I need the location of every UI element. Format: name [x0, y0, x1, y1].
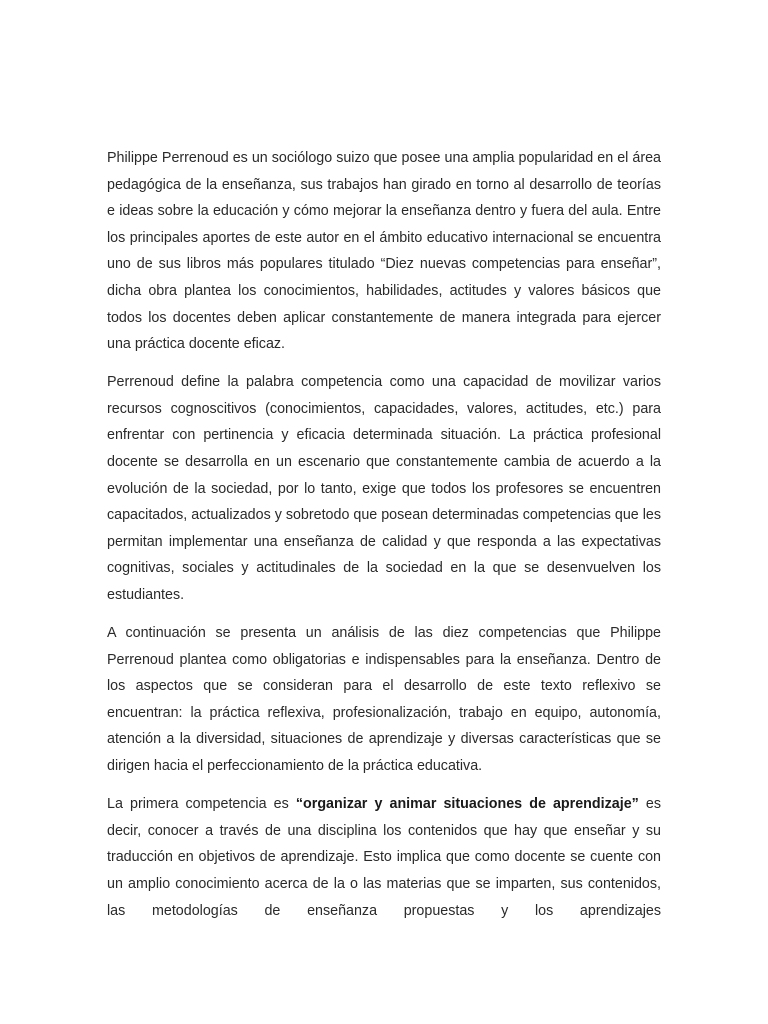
paragraph-3: A continuación se presenta un análisis de las diez competencias que Philippe Perrenoud plantea como obligatorias e indispensables para la enseñanza. Dentro de los aspectos que se consideran para el desarrollo de este texto reflexivo se encuentran: la práctica reflexiva, profesionalización, trabajo en equipo, autonomía, atención a la diversidad, situaciones de aprendizaje y diversas características que se dirigen hacia el perfeccionamiento de la práctica educativa.: [107, 625, 661, 775]
paragraph-4-intro: La primera competencia es: [107, 796, 296, 813]
paragraph-1: Philippe Perrenoud es un sociólogo suizo que posee una amplia popularidad en el área pedagógica de la enseñanza, sus trabajos han girado en torno al desarrollo de teorías e ideas sobre la educación y cómo mejorar la enseñanza dentro y fuera del aula. Entre los principales aportes de este autor en el ámbito educativo internacional se encuentra uno de sus libros más populares titulado “Diez nuevas competencias para enseñar”, dicha obra plantea los conocimientos, habilidades, actitudes y valores básicos que todos los docentes deben aplicar constantemente de manera integrada para ejercer una práctica docente eficaz.: [107, 150, 661, 353]
paragraph-2: Perrenoud define la palabra competencia como una capacidad de movilizar varios recursos cognoscitivos (conocimientos, capacidades, valores, actitudes, etc.) para enfrentar con pertinencia y eficacia determinada situación. La práctica profesional docente se desarrolla en un escenario que constantemente cambia de acuerdo a la evolución de la sociedad, por lo tanto, exige que todos los profesores se encuentren capacitados, actualizados y sobretodo que posean determinadas competencias que les permitan implementar una enseñanza de calidad y que responda a las expectativas cognitivas, sociales y actitudinales de la sociedad en la que se desenvuelven los estudiantes.: [107, 374, 661, 603]
paragraph-4: [107, 791, 661, 924]
document-body: [107, 145, 661, 936]
paragraph-4-body: es decir, conocer a través de una disciplina los contenidos que hay que enseñar y su traducción en objetivos de aprendizaje. Esto implica que como docente se cuente con un amplio conocimiento acerca de la o las materias que se imparten, sus contenidos, las metodologías de enseñanza propuestas y los aprendizajes: [107, 796, 661, 919]
competence-title: “organizar y animar situaciones de aprendizaje”: [295, 796, 639, 813]
